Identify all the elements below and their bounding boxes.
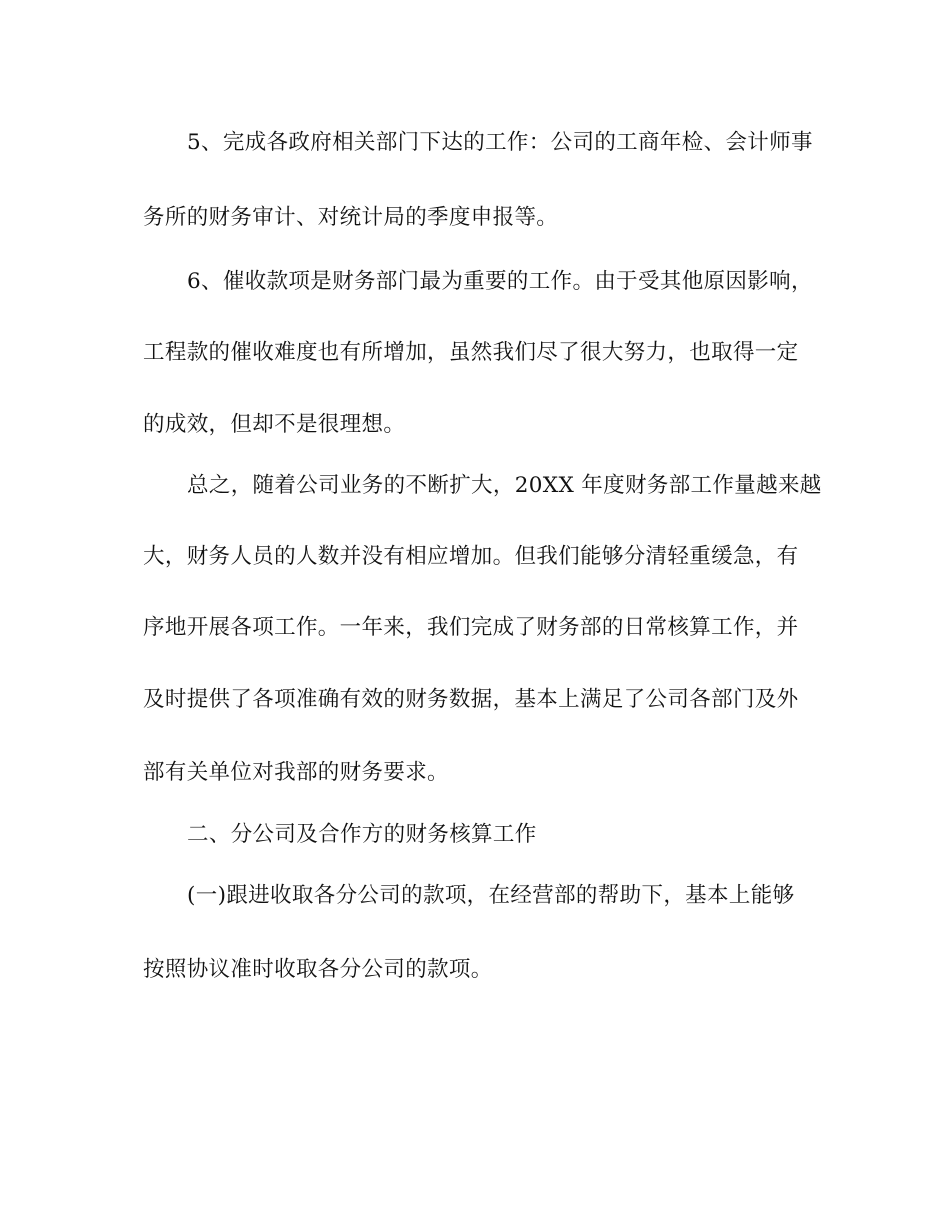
paragraph-line: 按照协议准时收取各分公司的款项。 xyxy=(143,957,493,982)
paragraph-line: 工程款的催收难度也有所增加，虽然我们尽了很大努力，也取得一定 xyxy=(143,340,799,365)
paragraph-line: 及时提供了各项准确有效的财务数据，基本上满足了公司各部门及外 xyxy=(143,687,799,712)
paragraph-line: 6、催收款项是财务部门最为重要的工作。由于受其他原因影响， xyxy=(187,269,813,294)
paragraph-line: 5、完成各政府相关部门下达的工作：公司的工商年检、会计师事 xyxy=(187,130,813,155)
paragraph-line: 务所的财务审计、对统计局的季度申报等。 xyxy=(143,205,559,230)
paragraph-line: 大，财务人员的人数并没有相应增加。但我们能够分清轻重缓急，有 xyxy=(143,544,799,569)
paragraph-line: 部有关单位对我部的财务要求。 xyxy=(143,760,449,785)
section-heading: 二、分公司及合作方的财务核算工作 xyxy=(187,822,537,847)
paragraph-line: 总之，随着公司业务的不断扩大，20XX 年度财务部工作量越来越 xyxy=(187,473,822,498)
paragraph-line: 的成效，但却不是很理想。 xyxy=(143,412,406,437)
paragraph-line: 序地开展各项工作。一年来，我们完成了财务部的日常核算工作，并 xyxy=(143,615,799,640)
paragraph-line: (一)跟进收取各分公司的款项，在经营部的帮助下，基本上能够 xyxy=(187,883,795,908)
